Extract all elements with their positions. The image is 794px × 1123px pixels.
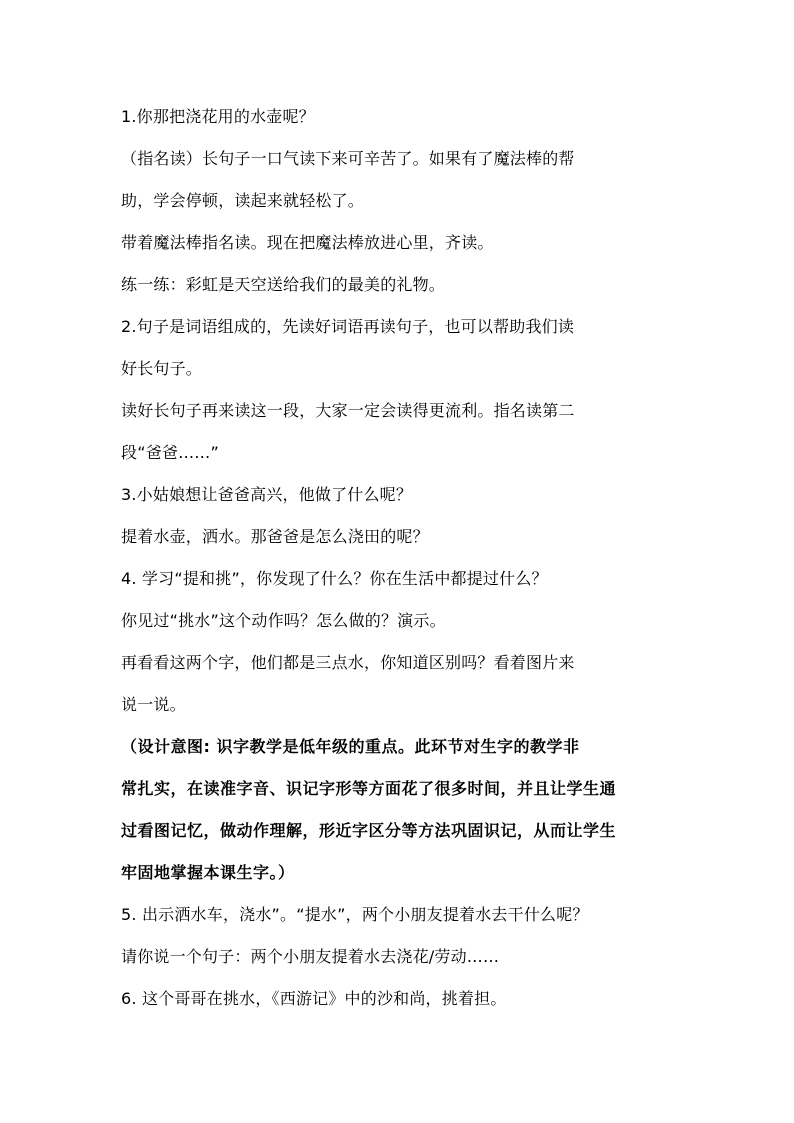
paragraph-line-13: 你见过“挑水”这个动作吗？怎么做的？演示。 [121,611,446,630]
paragraph-line-15: 说一说。 [121,695,186,714]
paragraph-line-4: 带着魔法棒指名读。现在把魔法棒放进心里，齐读。 [121,233,494,252]
paragraph-line-18: 6. 这个哥哥在挑水，《西游记》中的沙和尚，挑着担。 [121,989,507,1008]
paragraph-line-8: 读好长句子再来读这一段，大家一定会读得更流利。指名读第二 [121,401,575,420]
paragraph-line-11: 提着水壶，洒水。那爸爸是怎么浇田的呢？ [121,527,429,546]
paragraph-line-1: 1.你那把浇花用的水壶呢？ [121,107,315,126]
paragraph-line-7: 好长句子。 [121,359,203,378]
paragraph-line-16: 5. 出示洒水车，浇水”。“提水”，两个小朋友提着水去干什么呢？ [121,905,589,924]
paragraph-line-12: 4. 学习“提和挑”，你发现了什么？你在生活中都提过什么？ [121,569,548,588]
design-note-line-2: 常扎实，在读准字音、识记字形等方面花了很多时间，并且让学生通 [121,779,617,798]
paragraph-line-2: （指名读）长句子一口气读下来可辛苦了。如果有了魔法棒的帮 [121,149,575,168]
design-note-line-3: 过看图记忆，做动作理解，形近字区分等方法巩固识记，从而让学生 [121,821,617,840]
design-note-line-1: （设计意图: 识字教学是低年级的重点。此环节对生字的教学非 [121,737,580,756]
paragraph-line-9: 段“爸爸……” [121,443,219,462]
paragraph-line-14: 再看看这两个字，他们都是三点水，你知道区别吗？看着图片来 [121,653,575,672]
paragraph-line-6: 2.句子是词语组成的，先读好词语再读句子，也可以帮助我们读 [121,317,575,336]
paragraph-line-10: 3.小姑娘想让爸爸高兴，他做了什么呢？ [121,485,413,504]
design-note-line-4: 牢固地掌握本课生字。） [121,863,295,882]
paragraph-line-5: 练一练：彩虹是天空送给我们的最美的礼物。 [121,275,446,294]
paragraph-line-3: 助，学会停顿，读起来就轻松了。 [121,191,365,210]
paragraph-line-17: 请你说一个句子：两个小朋友提着水去浇花/劳动…… [121,947,500,966]
